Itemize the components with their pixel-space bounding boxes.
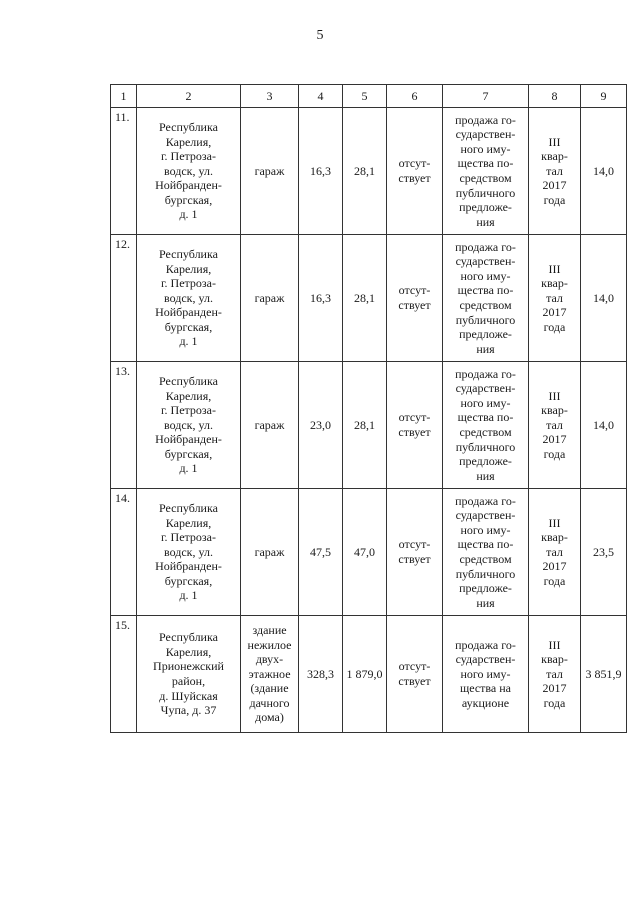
privatization-method-cell-line: сударствен- [455,254,516,269]
address-cell-line: бургская, [164,446,213,461]
address-cell-line: Республика [159,500,218,515]
period-cell-line: III [548,261,561,276]
privatization-method-cell-line: продажа го- [455,637,516,652]
page-number: 5 [316,28,324,43]
address-cell-line: г. Петроза- [160,149,216,164]
property-type-cell-line: гараж [254,417,285,432]
privatization-method-cell-line: сударствен- [455,381,516,396]
encumbrance-cell-line: ствует [398,425,431,439]
address-cell-line: бургская, [164,573,213,588]
header-cell: 3 [241,85,299,108]
period-cell-line: 2017 [542,681,567,696]
period-cell-line: тал [546,417,563,432]
column-5-cell: 28,1 [343,108,387,235]
address-cell-line: Республика [159,630,218,645]
period-cell-line: года [543,319,566,334]
address-cell-line: бургская, [164,319,213,334]
period-cell-line: тал [546,290,563,305]
privatization-method-cell-line: ного иму- [460,395,511,410]
column-9-cell: 3 851,9 [581,616,627,733]
property-type-cell-line: дома) [255,710,284,725]
property-type-cell [241,489,299,616]
property-type-cell [241,235,299,362]
encumbrance-cell-line: отсут- [398,537,431,552]
header-cell: 5 [343,85,387,108]
header-cell: 4 [299,85,343,108]
period-cell-line: 2017 [542,178,567,193]
header-cell: 6 [387,85,443,108]
column-4-cell: 16,3 [299,235,343,362]
address-cell-line: Нойбранден- [155,432,222,447]
encumbrance-cell [387,108,443,235]
table-row [111,235,627,362]
encumbrance-cell-line: отсут- [398,659,431,674]
period-cell-line: 2017 [542,432,567,447]
period-cell-line: года [543,192,566,207]
address-cell-line: Карелия, [165,644,212,659]
privatization-method-cell-line: ного иму- [460,268,511,283]
privatization-method-cell-line: публичного [455,566,516,581]
address-cell-line: Республика [159,119,218,134]
privatization-method-cell-line: щества на [459,681,512,696]
privatization-method-cell-line: публичного [455,185,516,200]
row-number-cell: 12. [111,235,137,362]
table-body [111,108,627,733]
privatization-method-cell-line: предложе- [459,200,512,215]
property-type-cell [241,616,299,733]
period-cell [529,108,581,235]
privatization-method-cell-line: щества по- [457,283,514,298]
address-cell-line: водск, ул. [164,544,213,559]
property-type-cell-line: двух- [255,652,284,667]
period-cell-line: тал [546,666,563,681]
encumbrance-cell-line: ствует [398,674,431,688]
privatization-method-cell-line: ния [476,595,495,610]
row-number-cell: 14. [111,489,137,616]
address-cell [137,616,241,733]
header-cell: 2 [137,85,241,108]
column-9-cell: 23,5 [581,489,627,616]
privatization-method-cell-line: предложе- [459,454,512,469]
table-row [111,362,627,489]
address-cell-line: г. Петроза- [160,276,216,291]
property-type-cell [241,108,299,235]
privatization-method-cell-line: ного иму- [460,141,511,156]
column-4-cell: 328,3 [299,616,343,733]
column-4-cell: 23,0 [299,362,343,489]
privatization-method-cell-line: средством [459,171,512,185]
address-cell-line: район, [171,674,206,688]
address-cell-line: Карелия, [165,134,212,149]
address-cell-line: водск, ул. [164,417,213,432]
privatization-method-cell [443,108,529,235]
header-cell: 8 [529,85,581,108]
period-cell [529,616,581,733]
table-row [111,616,627,733]
header-cell: 1 [111,85,137,108]
encumbrance-cell-line: отсут- [398,156,431,171]
privatization-method-cell-line: щества по- [457,410,514,425]
address-cell-line: Чупа, д. 37 [160,703,217,718]
row-number-cell: 11. [111,108,137,235]
property-type-cell-line: гараж [254,163,285,178]
address-cell-line: Карелия, [165,388,212,403]
header-row [111,85,627,108]
property-type-cell-line: дачного [249,695,290,710]
privatization-method-cell [443,489,529,616]
period-cell-line: III [548,515,561,530]
period-cell [529,235,581,362]
address-cell-line: Нойбранден- [155,559,222,574]
privatization-method-cell-line: продажа го- [455,366,516,381]
encumbrance-cell [387,362,443,489]
table-row [111,108,627,235]
address-cell-line: г. Петроза- [160,530,216,545]
privatization-method-cell-line: продажа го- [455,239,516,254]
privatization-method-cell-line: средством [459,425,512,439]
header-cell: 9 [581,85,627,108]
period-cell-line: тал [546,544,563,559]
address-cell-line: г. Петроза- [160,403,216,418]
row-number-cell: 15. [111,616,137,733]
row-number-cell: 13. [111,362,137,489]
privatization-method-cell-line: средством [459,552,512,566]
address-cell-line: д. 1 [179,461,198,476]
privatization-method-cell-line: предложе- [459,581,512,596]
address-cell-line: водск, ул. [164,163,213,178]
privatization-method-cell-line: сударствен- [455,127,516,142]
column-5-cell: 28,1 [343,235,387,362]
address-cell-line: д. 1 [179,334,198,349]
period-cell-line: квар- [541,403,568,418]
privatization-method-cell-line: ния [476,214,495,229]
privatization-method-cell [443,616,529,733]
privatization-method-cell-line: ния [476,468,495,483]
address-cell-line: д. Шуйская [159,688,218,703]
period-cell-line: квар- [541,530,568,545]
privatization-method-cell-line: сударствен- [455,652,516,667]
property-type-cell-line: (здание [250,681,289,696]
privatization-method-cell-line: щества по- [457,156,514,171]
privatization-method-cell [443,362,529,489]
encumbrance-cell [387,616,443,733]
address-cell [137,235,241,362]
address-cell-line: бургская, [164,192,213,207]
privatization-method-cell-line: публичного [455,312,516,327]
address-cell-line: Нойбранден- [155,178,222,193]
period-cell-line: 2017 [542,305,567,320]
property-table [110,84,627,733]
encumbrance-cell-line: отсут- [398,283,431,298]
privatization-method-cell-line: средством [459,298,512,312]
address-cell [137,489,241,616]
column-9-cell: 14,0 [581,235,627,362]
property-type-cell-line: гараж [254,290,285,305]
privatization-method-cell-line: аукционе [461,695,510,710]
privatization-method-cell-line: публичного [455,439,516,454]
encumbrance-cell [387,489,443,616]
period-cell-line: квар- [541,276,568,291]
privatization-method-cell [443,235,529,362]
encumbrance-cell-line: ствует [398,298,431,312]
privatization-method-cell-line: ния [476,341,495,356]
period-cell [529,362,581,489]
period-cell-line: 2017 [542,559,567,574]
period-cell-line: года [543,573,566,588]
address-cell-line: д. 1 [179,207,198,222]
address-cell-line: Республика [159,373,218,388]
property-type-cell-line: здание [252,622,287,637]
period-cell-line: III [548,388,561,403]
address-cell-line: Республика [159,246,218,261]
column-9-cell: 14,0 [581,108,627,235]
address-cell-line: Прионежский [153,659,224,674]
property-type-cell-line: нежилое [247,637,292,652]
period-cell-line: III [548,134,561,149]
property-type-cell [241,362,299,489]
privatization-method-cell-line: ного иму- [460,522,511,537]
address-cell-line: водск, ул. [164,290,213,305]
column-9-cell: 14,0 [581,362,627,489]
privatization-method-cell-line: предложе- [459,327,512,342]
encumbrance-cell-line: отсут- [398,410,431,425]
property-type-cell-line: гараж [254,544,285,559]
privatization-method-cell-line: ного иму- [460,666,511,681]
header-cell: 7 [443,85,529,108]
period-cell-line: квар- [541,652,568,667]
address-cell-line: Нойбранден- [155,305,222,320]
privatization-method-cell-line: продажа го- [455,112,516,127]
encumbrance-cell-line: ствует [398,552,431,566]
column-5-cell: 47,0 [343,489,387,616]
column-4-cell: 47,5 [299,489,343,616]
address-cell-line: Карелия, [165,515,212,530]
privatization-method-cell-line: сударствен- [455,508,516,523]
period-cell-line: III [548,637,561,652]
privatization-method-cell-line: продажа го- [455,493,516,508]
period-cell-line: года [543,695,566,710]
column-5-cell: 1 879,0 [343,616,387,733]
table-row [111,489,627,616]
encumbrance-cell-line: ствует [398,171,431,185]
address-cell-line: д. 1 [179,588,198,603]
encumbrance-cell [387,235,443,362]
privatization-method-cell-line: щества по- [457,537,514,552]
address-cell [137,362,241,489]
column-5-cell: 28,1 [343,362,387,489]
property-type-cell-line: этажное [248,666,291,681]
column-4-cell: 16,3 [299,108,343,235]
address-cell [137,108,241,235]
address-cell-line: Карелия, [165,261,212,276]
period-cell-line: квар- [541,149,568,164]
period-cell-line: тал [546,163,563,178]
period-cell-line: года [543,446,566,461]
period-cell [529,489,581,616]
